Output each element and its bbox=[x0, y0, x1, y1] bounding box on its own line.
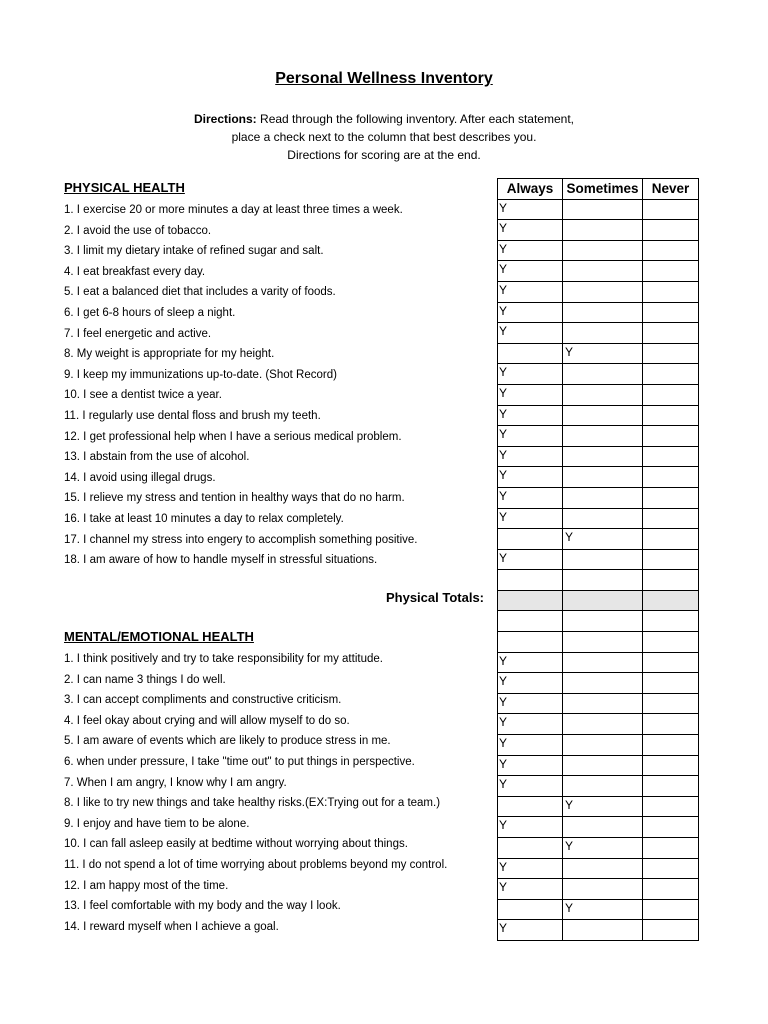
check-mark: Y bbox=[565, 344, 574, 359]
answer-cell-always[interactable] bbox=[498, 652, 563, 673]
answer-cell-sometimes[interactable] bbox=[563, 302, 643, 323]
check-mark: Y bbox=[499, 365, 508, 380]
answer-cell-sometimes[interactable] bbox=[563, 838, 643, 859]
answer-cell-never[interactable] bbox=[643, 714, 699, 735]
physical-totals-row bbox=[498, 590, 699, 611]
check-mark: Y bbox=[499, 200, 508, 215]
answer-cell-sometimes[interactable] bbox=[563, 240, 643, 261]
answer-cell-never[interactable] bbox=[643, 673, 699, 694]
physical-answer-row bbox=[498, 364, 699, 385]
physical-answer-row bbox=[498, 487, 699, 508]
answer-cell-sometimes[interactable] bbox=[563, 261, 643, 282]
answer-cell-sometimes[interactable] bbox=[563, 487, 643, 508]
answer-cell-never[interactable] bbox=[643, 487, 699, 508]
mental-item-1: 1. I think positively and try to take responsibility for my attitude. bbox=[64, 653, 383, 665]
check-mark: Y bbox=[499, 303, 508, 318]
answer-cell-never[interactable] bbox=[643, 879, 699, 900]
answer-cell-sometimes[interactable] bbox=[563, 549, 643, 570]
mental-item-5: 5. I am aware of events which are likely to produce stress in me. bbox=[64, 735, 391, 748]
check-mark: Y bbox=[499, 488, 508, 503]
answer-cell-sometimes[interactable] bbox=[563, 199, 643, 220]
answer-cell-never[interactable] bbox=[643, 508, 699, 529]
physical-answer-row bbox=[498, 467, 699, 488]
mental-answer-row bbox=[498, 796, 699, 817]
mental-item-3: 3. I can accept compliments and constructive criticism. bbox=[64, 694, 342, 707]
answer-cell-always[interactable] bbox=[498, 714, 563, 735]
answer-cell-always[interactable] bbox=[498, 281, 563, 302]
check-mark: Y bbox=[499, 674, 508, 689]
check-mark: Y bbox=[499, 509, 508, 524]
physical-answer-row bbox=[498, 384, 699, 405]
answer-cell-sometimes[interactable] bbox=[563, 426, 643, 447]
column-header-sometimes: Sometimes bbox=[563, 179, 643, 200]
check-mark: Y bbox=[499, 324, 508, 339]
answer-cell-sometimes[interactable] bbox=[563, 529, 643, 550]
answer-cell-always[interactable] bbox=[498, 343, 563, 364]
answer-cell-always[interactable] bbox=[498, 838, 563, 859]
answer-cell-sometimes[interactable] bbox=[563, 899, 643, 920]
check-mark: Y bbox=[499, 406, 508, 421]
check-mark: Y bbox=[565, 797, 574, 812]
answer-cell-never[interactable] bbox=[643, 693, 699, 714]
check-mark: Y bbox=[499, 282, 508, 297]
answer-cell-always[interactable] bbox=[498, 323, 563, 344]
answer-cell-sometimes[interactable] bbox=[563, 817, 643, 838]
answer-cell-never[interactable] bbox=[643, 446, 699, 467]
answer-cell-never[interactable] bbox=[643, 240, 699, 261]
mental-answer-row bbox=[498, 755, 699, 776]
blank-row bbox=[498, 570, 699, 591]
blank-row bbox=[498, 611, 699, 632]
answer-cell-sometimes[interactable] bbox=[563, 735, 643, 756]
answer-cell-always[interactable] bbox=[498, 899, 563, 920]
mental-items-list bbox=[64, 649, 494, 937]
answer-cell-always[interactable] bbox=[498, 302, 563, 323]
answer-cell-never[interactable] bbox=[643, 343, 699, 364]
check-mark: Y bbox=[499, 468, 508, 483]
check-mark: Y bbox=[499, 653, 508, 668]
answer-cell-never[interactable] bbox=[643, 405, 699, 426]
directions-label: Directions: bbox=[194, 112, 257, 126]
physical-totals-label: Physical Totals: bbox=[385, 590, 484, 605]
physical-item-18: 18. I am aware of how to handle myself in stressful situations. bbox=[64, 554, 378, 567]
answer-cell-always[interactable] bbox=[498, 611, 563, 632]
answer-cell-never[interactable] bbox=[643, 632, 699, 653]
answer-cell-always[interactable] bbox=[498, 858, 563, 879]
mental-item-14: 14. I reward myself when I achieve a goal. bbox=[64, 920, 279, 933]
answer-cell-sometimes[interactable] bbox=[563, 446, 643, 467]
physical-item-17: 17. I channel my stress into engery to accomplish something positive. bbox=[64, 533, 418, 546]
physical-health-heading: PHYSICAL HEALTH bbox=[64, 180, 185, 195]
physical-answer-row bbox=[498, 405, 699, 426]
answer-cell-never[interactable] bbox=[643, 281, 699, 302]
mental-item-7: 7. When I am angry, I know why I am angry. bbox=[64, 776, 287, 789]
answer-cell-sometimes[interactable] bbox=[563, 632, 643, 653]
answer-cell-never[interactable] bbox=[643, 384, 699, 405]
mental-answer-row bbox=[498, 714, 699, 735]
answer-cell-sometimes[interactable] bbox=[563, 281, 643, 302]
mental-item-8: 8. I like to try new things and take healthy risks.(EX:Trying out for a team.) bbox=[64, 797, 441, 810]
mental-answer-row bbox=[498, 735, 699, 756]
check-mark: Y bbox=[499, 385, 508, 400]
answer-cell-always[interactable] bbox=[498, 632, 563, 653]
mental-health-heading: MENTAL/EMOTIONAL HEALTH bbox=[64, 629, 254, 644]
physical-item-11: 11. I regularly use dental floss and brush my teeth. bbox=[64, 409, 321, 422]
physical-item-4: 4. I eat breakfast every day. bbox=[64, 265, 206, 278]
check-mark: Y bbox=[565, 900, 574, 915]
mental-item-4: 4. I feel okay about crying and will allow myself to do so. bbox=[64, 714, 350, 727]
answer-cell-sometimes[interactable] bbox=[563, 590, 643, 611]
mental-answer-row bbox=[498, 838, 699, 859]
answer-cell-always[interactable] bbox=[498, 590, 563, 611]
check-mark: Y bbox=[499, 262, 508, 277]
physical-item-1: 1. I exercise 20 or more minutes a day at least three times a week. bbox=[64, 204, 403, 216]
physical-item-3: 3. I limit my dietary intake of refined sugar and salt. bbox=[64, 245, 324, 258]
answer-cell-never[interactable] bbox=[643, 776, 699, 797]
column-header-never: Never bbox=[643, 179, 699, 200]
answer-cell-sometimes[interactable] bbox=[563, 673, 643, 694]
blank-row bbox=[498, 632, 699, 653]
answer-cell-never[interactable] bbox=[643, 755, 699, 776]
answer-cell-sometimes[interactable] bbox=[563, 467, 643, 488]
answer-cell-always[interactable] bbox=[498, 817, 563, 838]
answer-cell-always[interactable] bbox=[498, 879, 563, 900]
answer-cell-sometimes[interactable] bbox=[563, 508, 643, 529]
physical-item-5: 5. I eat a balanced diet that includes a varity of foods. bbox=[64, 286, 336, 299]
check-mark: Y bbox=[499, 550, 508, 565]
answer-cell-sometimes[interactable] bbox=[563, 652, 643, 673]
answer-cell-always[interactable] bbox=[498, 405, 563, 426]
check-mark: Y bbox=[499, 694, 508, 709]
answer-cell-always[interactable] bbox=[498, 920, 563, 941]
page-title: Personal Wellness Inventory bbox=[275, 70, 493, 87]
answer-grid bbox=[497, 178, 699, 941]
answer-cell-always[interactable] bbox=[498, 220, 563, 241]
mental-item-13: 13. I feel comfortable with my body and the way I look. bbox=[64, 900, 341, 913]
answer-cell-always[interactable] bbox=[498, 508, 563, 529]
physical-answer-row bbox=[498, 302, 699, 323]
answer-cell-sometimes[interactable] bbox=[563, 611, 643, 632]
answer-cell-always[interactable] bbox=[498, 446, 563, 467]
check-mark: Y bbox=[499, 715, 508, 730]
answer-cell-sometimes[interactable] bbox=[563, 776, 643, 797]
answer-cell-never[interactable] bbox=[643, 302, 699, 323]
answer-cell-sometimes[interactable] bbox=[563, 220, 643, 241]
physical-answer-row bbox=[498, 549, 699, 570]
check-mark: Y bbox=[565, 839, 574, 853]
physical-item-10: 10. I see a dentist twice a year. bbox=[64, 389, 222, 402]
physical-answer-row bbox=[498, 446, 699, 467]
directions bbox=[0, 110, 768, 164]
answer-cell-never[interactable] bbox=[643, 323, 699, 344]
mental-item-2: 2. I can name 3 things I do well. bbox=[64, 673, 226, 686]
mental-answer-row bbox=[498, 673, 699, 694]
answer-cell-never[interactable] bbox=[643, 570, 699, 591]
answer-cell-always[interactable] bbox=[498, 199, 563, 220]
answer-cell-always[interactable] bbox=[498, 755, 563, 776]
answer-cell-always[interactable] bbox=[498, 364, 563, 385]
mental-answer-row bbox=[498, 899, 699, 920]
answer-cell-sometimes[interactable] bbox=[563, 879, 643, 900]
answer-cell-never[interactable] bbox=[643, 796, 699, 817]
physical-item-14: 14. I avoid using illegal drugs. bbox=[64, 471, 216, 484]
answer-cell-sometimes[interactable] bbox=[563, 384, 643, 405]
answer-cell-always[interactable] bbox=[498, 261, 563, 282]
physical-answer-row bbox=[498, 426, 699, 447]
physical-item-16: 16. I take at least 10 minutes a day to relax completely. bbox=[64, 512, 344, 525]
answer-cell-never[interactable] bbox=[643, 549, 699, 570]
physical-answer-row bbox=[498, 199, 699, 220]
check-mark: Y bbox=[499, 447, 508, 462]
answer-cell-sometimes[interactable] bbox=[563, 693, 643, 714]
answer-cell-always[interactable] bbox=[498, 776, 563, 797]
physical-item-6: 6. I get 6-8 hours of sleep a night. bbox=[64, 306, 236, 319]
check-mark: Y bbox=[499, 818, 508, 833]
physical-answer-row bbox=[498, 529, 699, 550]
answer-cell-always[interactable] bbox=[498, 673, 563, 694]
check-mark: Y bbox=[499, 777, 508, 792]
answer-cell-never[interactable] bbox=[643, 899, 699, 920]
mental-item-10: 10. I can fall asleep easily at bedtime without worrying about things. bbox=[64, 838, 408, 851]
answer-cell-sometimes[interactable] bbox=[563, 858, 643, 879]
directions-line-1: Read through the following inventory. After each statement, bbox=[260, 112, 574, 126]
answer-cell-never[interactable] bbox=[643, 920, 699, 941]
physical-answer-row bbox=[498, 220, 699, 241]
check-mark: Y bbox=[499, 880, 508, 895]
answer-cell-never[interactable] bbox=[643, 199, 699, 220]
mental-item-6: 6. when under pressure, I take "time out" to put things in perspective. bbox=[64, 755, 415, 768]
answer-cell-never[interactable] bbox=[643, 467, 699, 488]
answer-cell-never[interactable] bbox=[643, 261, 699, 282]
answer-cell-sometimes[interactable] bbox=[563, 405, 643, 426]
physical-item-15: 15. I relieve my stress and tention in healthy ways that do no harm. bbox=[64, 492, 405, 505]
answer-cell-never[interactable] bbox=[643, 858, 699, 879]
answer-cell-never[interactable] bbox=[643, 220, 699, 241]
mental-item-12: 12. I am happy most of the time. bbox=[64, 879, 229, 892]
answer-grid-header bbox=[498, 179, 699, 200]
physical-item-9: 9. I keep my immunizations up-to-date. (Shot Record) bbox=[64, 368, 337, 381]
answer-cell-always[interactable] bbox=[498, 467, 563, 488]
mental-item-9: 9. I enjoy and have tiem to be alone. bbox=[64, 817, 250, 830]
physical-item-8: 8. My weight is appropriate for my height. bbox=[64, 348, 275, 361]
answer-cell-sometimes[interactable] bbox=[563, 755, 643, 776]
mental-answer-row bbox=[498, 858, 699, 879]
answer-cell-never[interactable] bbox=[643, 529, 699, 550]
column-header-always: Always bbox=[498, 179, 563, 200]
answer-cell-always[interactable] bbox=[498, 240, 563, 261]
physical-items-list bbox=[64, 200, 494, 571]
check-mark: Y bbox=[499, 221, 508, 236]
answer-cell-sometimes[interactable] bbox=[563, 920, 643, 941]
check-mark: Y bbox=[499, 921, 508, 936]
answer-cell-sometimes[interactable] bbox=[563, 570, 643, 591]
check-mark: Y bbox=[499, 736, 508, 751]
mental-answer-row bbox=[498, 920, 699, 941]
check-mark: Y bbox=[499, 756, 508, 771]
answer-cell-sometimes[interactable] bbox=[563, 343, 643, 364]
physical-item-7: 7. I feel energetic and active. bbox=[64, 327, 212, 340]
physical-answer-row bbox=[498, 343, 699, 364]
answer-cell-always[interactable] bbox=[498, 426, 563, 447]
mental-answer-row bbox=[498, 652, 699, 673]
physical-answer-row bbox=[498, 261, 699, 282]
answer-cell-never[interactable] bbox=[643, 611, 699, 632]
directions-line-2: place a check next to the column that best describes you. bbox=[231, 130, 537, 144]
mental-answer-row bbox=[498, 817, 699, 838]
mental-item-11: 11. I do not spend a lot of time worrying about problems beyond my control. bbox=[64, 858, 448, 871]
answer-cell-never[interactable] bbox=[643, 364, 699, 385]
answer-cell-never[interactable] bbox=[643, 735, 699, 756]
physical-answer-row bbox=[498, 240, 699, 261]
answer-cell-always[interactable] bbox=[498, 487, 563, 508]
physical-answer-row bbox=[498, 281, 699, 302]
physical-item-13: 13. I abstain from the use of alcohol. bbox=[64, 451, 250, 464]
answer-cell-always[interactable] bbox=[498, 796, 563, 817]
physical-answer-row bbox=[498, 323, 699, 344]
answer-cell-sometimes[interactable] bbox=[563, 714, 643, 735]
check-mark: Y bbox=[499, 427, 508, 442]
check-mark: Y bbox=[565, 530, 574, 545]
answer-cell-never[interactable] bbox=[643, 426, 699, 447]
answer-cell-always[interactable] bbox=[498, 693, 563, 714]
physical-item-12: 12. I get professional help when I have a serious medical problem. bbox=[64, 430, 402, 443]
directions-line-3: Directions for scoring are at the end. bbox=[287, 148, 481, 162]
answer-cell-never[interactable] bbox=[643, 652, 699, 673]
answer-cell-never[interactable] bbox=[643, 590, 699, 611]
answer-cell-always[interactable] bbox=[498, 735, 563, 756]
physical-item-2: 2. I avoid the use of tobacco. bbox=[64, 224, 212, 237]
mental-answer-row bbox=[498, 776, 699, 797]
mental-answer-row bbox=[498, 693, 699, 714]
check-mark: Y bbox=[499, 859, 508, 874]
mental-answer-row bbox=[498, 879, 699, 900]
answer-cell-always[interactable] bbox=[498, 529, 563, 550]
answer-cell-always[interactable] bbox=[498, 570, 563, 591]
check-mark: Y bbox=[499, 241, 508, 256]
answer-cell-always[interactable] bbox=[498, 549, 563, 570]
answer-cell-sometimes[interactable] bbox=[563, 323, 643, 344]
answer-cell-never[interactable] bbox=[643, 817, 699, 838]
answer-cell-sometimes[interactable] bbox=[563, 796, 643, 817]
answer-cell-always[interactable] bbox=[498, 384, 563, 405]
answer-cell-never[interactable] bbox=[643, 838, 699, 859]
answer-cell-sometimes[interactable] bbox=[563, 364, 643, 385]
physical-answer-row bbox=[498, 508, 699, 529]
